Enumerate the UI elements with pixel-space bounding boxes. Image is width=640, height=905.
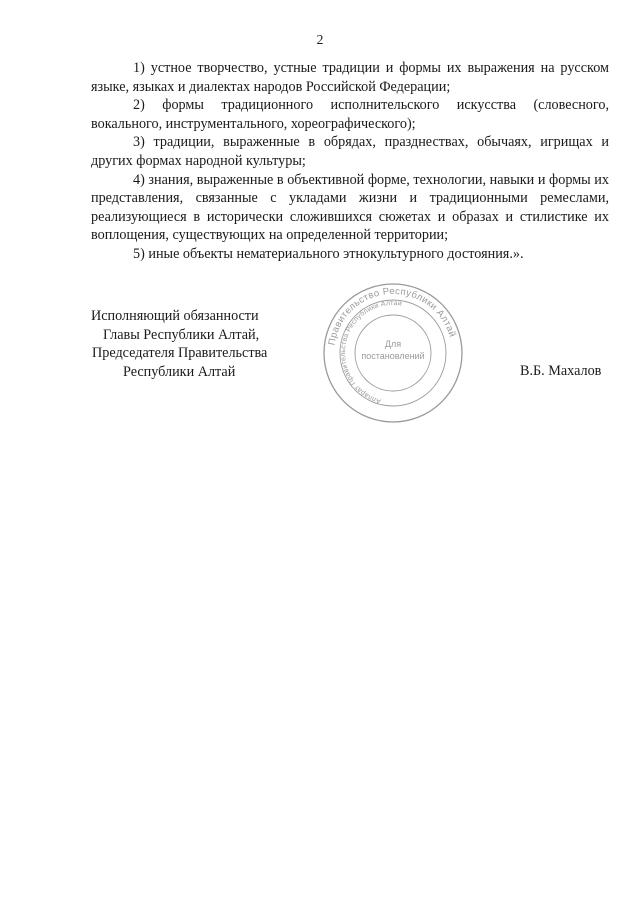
page-number: 2 xyxy=(316,32,324,47)
document-body xyxy=(91,59,609,264)
list-item: 1) устное творчество, устные традиции и формы их выражения на русском языке, языках и диалектах народов Российской Федерации; xyxy=(91,60,609,95)
signatory-title-line: Главы Республики Алтай, xyxy=(103,326,260,343)
seal-inner-text: Аппарат Правительства Республики Алтай xyxy=(339,299,403,405)
signatory-title-line: Республики Алтай xyxy=(123,363,236,380)
seal-graphic xyxy=(321,281,465,425)
seal-outer-text: Правительство Республики Алтай xyxy=(326,285,458,347)
seal-center-line-2: постановлений xyxy=(361,351,425,361)
list-item: 4) знания, выраженные в объективной форме, технологии, навыки и формы их представления, связанные с укладами жизни и традиционными ремеслами, реализующиеся в исторически сложившихся сюжетах и образах и стилистике их воплощения, существующих на определенной территории; xyxy=(91,171,609,244)
list-item: 3) традиции, выраженные в обрядах, празднествах, обычаях, игрищах и других формах народной культуры; xyxy=(91,134,609,169)
signatory-title-line: Председателя Правительства xyxy=(92,345,268,362)
signatory-title xyxy=(91,307,291,381)
official-seal xyxy=(321,281,465,425)
signatory-name: В.Б. Махалов xyxy=(520,363,602,379)
signatory-title-line: Исполняющий обязанности xyxy=(91,308,259,324)
seal-center-line-1: Для xyxy=(384,339,402,349)
list-item: 2) формы традиционного исполнительского искусства (словесного, вокального, инструментального, хореографического); xyxy=(91,97,609,132)
list-item: 5) иные объекты нематериального этнокультурного достояния.». xyxy=(133,245,524,262)
